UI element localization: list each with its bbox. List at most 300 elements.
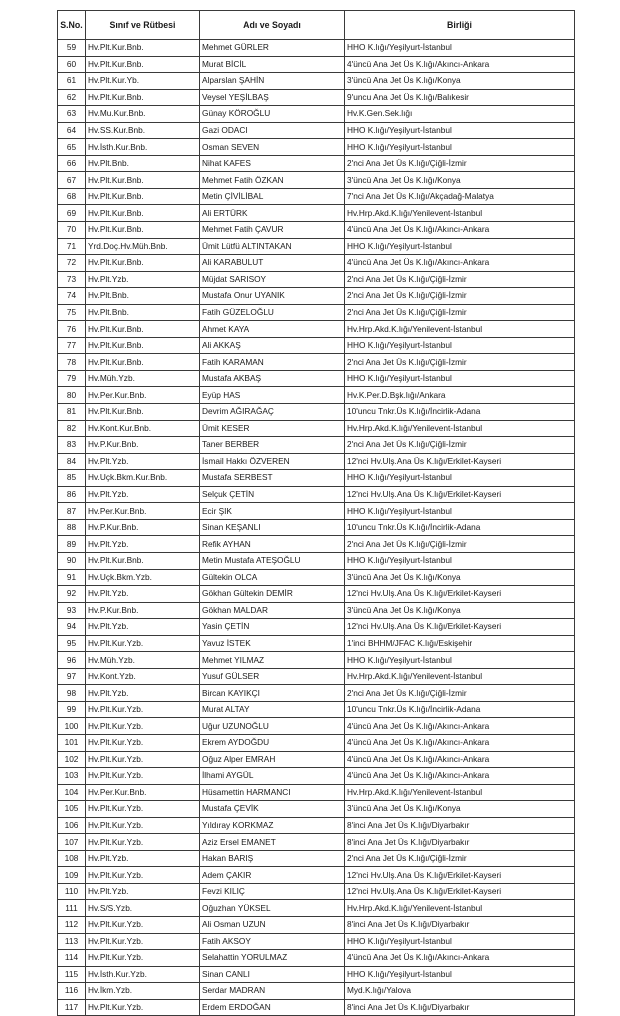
unit-cell: 12'nci Hv.Ulş.Ana Üs K.lığı/Erkilet-Kayseri	[345, 453, 575, 470]
name-cell: Mehmet Fatih ÖZKAN	[200, 172, 345, 189]
name-cell: Mehmet GÜRLER	[200, 40, 345, 57]
serial-number-cell: 103	[58, 768, 86, 785]
rank-cell: Hv.Plt.Yzb.	[86, 685, 200, 702]
rank-cell: Hv.Plt.Kur.Yzb.	[86, 999, 200, 1016]
serial-number-cell: 110	[58, 883, 86, 900]
table-row	[58, 536, 575, 553]
unit-cell: HHO K.lığı/Yeşilyurt-İstanbul	[345, 40, 575, 57]
name-cell: Eyüp HAS	[200, 387, 345, 404]
serial-number-cell: 76	[58, 321, 86, 338]
unit-cell: 9'uncu Ana Jet Üs K.lığı/Balıkesir	[345, 89, 575, 106]
name-cell: Ali KARABULUT	[200, 255, 345, 272]
rank-cell: Hv.Plt.Kur.Bnb.	[86, 321, 200, 338]
rank-cell: Hv.Per.Kur.Bnb.	[86, 503, 200, 520]
serial-number-cell: 68	[58, 188, 86, 205]
unit-cell: 2'nci Ana Jet Üs K.lığı/Çiğli-İzmir	[345, 536, 575, 553]
unit-cell: Hv.K.Per.D.Bşk.lığı/Ankara	[345, 387, 575, 404]
unit-cell: 12'nci Hv.Ulş.Ana Üs K.lığı/Erkilet-Kayseri	[345, 883, 575, 900]
table-row	[58, 205, 575, 222]
table-row	[58, 40, 575, 57]
rank-cell: Hv.Plt.Kur.Bnb.	[86, 337, 200, 354]
unit-cell: 4'üncü Ana Jet Üs K.lığı/Akıncı-Ankara	[345, 222, 575, 239]
table-row	[58, 453, 575, 470]
table-row	[58, 420, 575, 437]
table-row	[58, 172, 575, 189]
rank-cell: Hv.Uçk.Bkm.Kur.Bnb.	[86, 470, 200, 487]
serial-number-cell: 80	[58, 387, 86, 404]
name-cell: Metin Mustafa ATEŞOĞLU	[200, 552, 345, 569]
rank-cell: Hv.Plt.Kur.Yb.	[86, 73, 200, 90]
name-cell: Hüsamettin HARMANCI	[200, 784, 345, 801]
unit-cell: 3'üncü Ana Jet Üs K.lığı/Konya	[345, 801, 575, 818]
unit-cell: HHO K.lığı/Yeşilyurt-İstanbul	[345, 933, 575, 950]
table-row	[58, 784, 575, 801]
rank-cell: Hv.Müh.Yzb.	[86, 370, 200, 387]
serial-number-cell: 113	[58, 933, 86, 950]
unit-cell: HHO K.lığı/Yeşilyurt-İstanbul	[345, 503, 575, 520]
table-row	[58, 751, 575, 768]
rank-cell: Hv.Kont.Kur.Bnb.	[86, 420, 200, 437]
header-serial-number: S.No.	[58, 11, 86, 40]
name-cell: Devrim AĞIRAĞAÇ	[200, 404, 345, 421]
rank-cell: Hv.Plt.Kur.Bnb.	[86, 89, 200, 106]
name-cell: Fatih AKSOY	[200, 933, 345, 950]
unit-cell: HHO K.lığı/Yeşilyurt-İstanbul	[345, 238, 575, 255]
unit-cell: 2'nci Ana Jet Üs K.lığı/Çiğli-İzmir	[345, 155, 575, 172]
table-row	[58, 370, 575, 387]
table-row	[58, 966, 575, 983]
name-cell: Ali Osman UZUN	[200, 916, 345, 933]
unit-cell: HHO K.lığı/Yeşilyurt-İstanbul	[345, 966, 575, 983]
name-cell: Osman SEVEN	[200, 139, 345, 156]
name-cell: Selçuk ÇETİN	[200, 486, 345, 503]
rank-cell: Hv.Plt.Kur.Yzb.	[86, 950, 200, 967]
name-cell: Alparslan ŞAHİN	[200, 73, 345, 90]
rank-cell: Hv.Plt.Kur.Yzb.	[86, 635, 200, 652]
serial-number-cell: 82	[58, 420, 86, 437]
table-row	[58, 486, 575, 503]
unit-cell: HHO K.lığı/Yeşilyurt-İstanbul	[345, 652, 575, 669]
rank-cell: Hv.Plt.Kur.Bnb.	[86, 56, 200, 73]
serial-number-cell: 65	[58, 139, 86, 156]
table-row	[58, 255, 575, 272]
serial-number-cell: 105	[58, 801, 86, 818]
table-row	[58, 503, 575, 520]
unit-cell: 3'üncü Ana Jet Üs K.lığı/Konya	[345, 602, 575, 619]
rank-cell: Hv.Plt.Kur.Bnb.	[86, 404, 200, 421]
unit-cell: HHO K.lığı/Yeşilyurt-İstanbul	[345, 370, 575, 387]
name-cell: Metin ÇİVİLİBAL	[200, 188, 345, 205]
serial-number-cell: 89	[58, 536, 86, 553]
unit-cell: 12'nci Hv.Ulş.Ana Üs K.lığı/Erkilet-Kayseri	[345, 867, 575, 884]
unit-cell: 3'üncü Ana Jet Üs K.lığı/Konya	[345, 569, 575, 586]
name-cell: Ali AKKAŞ	[200, 337, 345, 354]
rank-cell: Hv.Müh.Yzb.	[86, 652, 200, 669]
name-cell: Oğuzhan YÜKSEL	[200, 900, 345, 917]
header-name-surname: Adı ve Soyadı	[200, 11, 345, 40]
serial-number-cell: 106	[58, 817, 86, 834]
table-row	[58, 734, 575, 751]
table-row	[58, 56, 575, 73]
name-cell: Taner BERBER	[200, 437, 345, 454]
unit-cell: 2'nci Ana Jet Üs K.lığı/Çiğli-İzmir	[345, 437, 575, 454]
name-cell: Gültekin OLCA	[200, 569, 345, 586]
table-row	[58, 354, 575, 371]
name-cell: Oğuz Alper EMRAH	[200, 751, 345, 768]
unit-cell: 2'nci Ana Jet Üs K.lığı/Çiğli-İzmir	[345, 850, 575, 867]
serial-number-cell: 112	[58, 916, 86, 933]
name-cell: İlhami AYGÜL	[200, 768, 345, 785]
serial-number-cell: 78	[58, 354, 86, 371]
table-row	[58, 89, 575, 106]
table-row	[58, 867, 575, 884]
rank-cell: Hv.Plt.Kur.Yzb.	[86, 867, 200, 884]
table-row	[58, 834, 575, 851]
header-class-and-rank: Sınıf ve Rütbesi	[86, 11, 200, 40]
serial-number-cell: 81	[58, 404, 86, 421]
table-row	[58, 271, 575, 288]
table-row	[58, 569, 575, 586]
serial-number-cell: 94	[58, 619, 86, 636]
rank-cell: Hv.Plt.Kur.Bnb.	[86, 172, 200, 189]
name-cell: Yıldıray KORKMAZ	[200, 817, 345, 834]
rank-cell: Hv.P.Kur.Bnb.	[86, 602, 200, 619]
table-row	[58, 139, 575, 156]
table-row	[58, 238, 575, 255]
serial-number-cell: 98	[58, 685, 86, 702]
serial-number-cell: 67	[58, 172, 86, 189]
name-cell: Mustafa ÇEVİK	[200, 801, 345, 818]
rank-cell: Hv.Plt.Kur.Bnb.	[86, 354, 200, 371]
table-row	[58, 122, 575, 139]
serial-number-cell: 97	[58, 668, 86, 685]
unit-cell: 12'nci Hv.Ulş.Ana Üs K.lığı/Erkilet-Kayseri	[345, 486, 575, 503]
table-row	[58, 718, 575, 735]
rank-cell: Hv.Plt.Kur.Yzb.	[86, 701, 200, 718]
serial-number-cell: 96	[58, 652, 86, 669]
serial-number-cell: 66	[58, 155, 86, 172]
rank-cell: Yrd.Doç.Hv.Müh.Bnb.	[86, 238, 200, 255]
serial-number-cell: 73	[58, 271, 86, 288]
serial-number-cell: 116	[58, 983, 86, 1000]
name-cell: Sinan KEŞANLI	[200, 519, 345, 536]
serial-number-cell: 101	[58, 734, 86, 751]
unit-cell: 3'üncü Ana Jet Üs K.lığı/Konya	[345, 172, 575, 189]
name-cell: Gökhan MALDAR	[200, 602, 345, 619]
rank-cell: Hv.Plt.Kur.Bnb.	[86, 188, 200, 205]
serial-number-cell: 115	[58, 966, 86, 983]
name-cell: Murat ALTAY	[200, 701, 345, 718]
header-row	[58, 11, 575, 40]
unit-cell: 4'üncü Ana Jet Üs K.lığı/Akıncı-Ankara	[345, 56, 575, 73]
serial-number-cell: 90	[58, 552, 86, 569]
table-row	[58, 288, 575, 305]
name-cell: Günay KÖROĞLU	[200, 106, 345, 123]
name-cell: Fatih GÜZELOĞLU	[200, 304, 345, 321]
serial-number-cell: 61	[58, 73, 86, 90]
table-row	[58, 850, 575, 867]
rank-cell: Hv.Per.Kur.Bnb.	[86, 387, 200, 404]
serial-number-cell: 79	[58, 370, 86, 387]
rank-cell: Hv.İsth.Kur.Bnb.	[86, 139, 200, 156]
rank-cell: Hv.Plt.Kur.Yzb.	[86, 718, 200, 735]
rank-cell: Hv.Plt.Yzb.	[86, 850, 200, 867]
rank-cell: Hv.Plt.Kur.Yzb.	[86, 916, 200, 933]
table-row	[58, 470, 575, 487]
rank-cell: Hv.Per.Kur.Bnb.	[86, 784, 200, 801]
name-cell: Mustafa Onur UYANIK	[200, 288, 345, 305]
serial-number-cell: 85	[58, 470, 86, 487]
rank-cell: Hv.Plt.Kur.Bnb.	[86, 222, 200, 239]
rank-cell: Hv.Plt.Kur.Bnb.	[86, 40, 200, 57]
rank-cell: Hv.Plt.Yzb.	[86, 486, 200, 503]
name-cell: Yusuf GÜLSER	[200, 668, 345, 685]
name-cell: Adem ÇAKIR	[200, 867, 345, 884]
unit-cell: 7'nci Ana Jet Üs K.lığı/Akçadağ-Malatya	[345, 188, 575, 205]
table-row	[58, 983, 575, 1000]
serial-number-cell: 70	[58, 222, 86, 239]
name-cell: Gazi ODACI	[200, 122, 345, 139]
table-row	[58, 404, 575, 421]
name-cell: Fatih KARAMAN	[200, 354, 345, 371]
serial-number-cell: 74	[58, 288, 86, 305]
unit-cell: 1'inci BHHM/JFAC K.lığı/Eskişehir	[345, 635, 575, 652]
serial-number-cell: 99	[58, 701, 86, 718]
rank-cell: Hv.Plt.Kur.Yzb.	[86, 768, 200, 785]
serial-number-cell: 109	[58, 867, 86, 884]
serial-number-cell: 69	[58, 205, 86, 222]
serial-number-cell: 111	[58, 900, 86, 917]
unit-cell: HHO K.lığı/Yeşilyurt-İstanbul	[345, 139, 575, 156]
serial-number-cell: 64	[58, 122, 86, 139]
name-cell: Mustafa SERBEST	[200, 470, 345, 487]
rank-cell: Hv.Plt.Yzb.	[86, 453, 200, 470]
name-cell: Erdem ERDOĞAN	[200, 999, 345, 1016]
unit-cell: 8'inci Ana Jet Üs K.lığı/Diyarbakır	[345, 999, 575, 1016]
unit-cell: HHO K.lığı/Yeşilyurt-İstanbul	[345, 122, 575, 139]
name-cell: Mehmet Fatih ÇAVUR	[200, 222, 345, 239]
table-row	[58, 701, 575, 718]
serial-number-cell: 114	[58, 950, 86, 967]
name-cell: Refik AYHAN	[200, 536, 345, 553]
serial-number-cell: 62	[58, 89, 86, 106]
unit-cell: 4'üncü Ana Jet Üs K.lığı/Akıncı-Ankara	[345, 255, 575, 272]
unit-cell: 10'uncu Tnkr.Üs K.lığı/İncirlik-Adana	[345, 404, 575, 421]
serial-number-cell: 77	[58, 337, 86, 354]
rank-cell: Hv.Uçk.Bkm.Yzb.	[86, 569, 200, 586]
rank-cell: Hv.Plt.Kur.Yzb.	[86, 801, 200, 818]
rank-cell: Hv.Plt.Kur.Bnb.	[86, 205, 200, 222]
unit-cell: 10'uncu Tnkr.Üs K.lığı/İncirlik-Adana	[345, 701, 575, 718]
name-cell: Nihat KAFES	[200, 155, 345, 172]
table-row	[58, 387, 575, 404]
table-row	[58, 900, 575, 917]
serial-number-cell: 72	[58, 255, 86, 272]
table-row	[58, 222, 575, 239]
name-cell: Uğur UZUNOĞLU	[200, 718, 345, 735]
name-cell: Ecir ŞIK	[200, 503, 345, 520]
rank-cell: Hv.Plt.Yzb.	[86, 536, 200, 553]
rank-cell: Hv.Plt.Kur.Yzb.	[86, 734, 200, 751]
rank-cell: Hv.Plt.Yzb.	[86, 586, 200, 603]
rank-cell: Hv.Plt.Kur.Bnb.	[86, 255, 200, 272]
serial-number-cell: 91	[58, 569, 86, 586]
table-row	[58, 916, 575, 933]
unit-cell: 8'inci Ana Jet Üs K.lığı/Diyarbakır	[345, 916, 575, 933]
rank-cell: Hv.İsth.Kur.Yzb.	[86, 966, 200, 983]
rank-cell: Hv.Mu.Kur.Bnb.	[86, 106, 200, 123]
unit-cell: HHO K.lığı/Yeşilyurt-İstanbul	[345, 337, 575, 354]
unit-cell: 2'nci Ana Jet Üs K.lığı/Çiğli-İzmir	[345, 271, 575, 288]
unit-cell: Hv.Hrp.Akd.K.lığı/Yenilevent-İstanbul	[345, 205, 575, 222]
unit-cell: 2'nci Ana Jet Üs K.lığı/Çiğli-İzmir	[345, 354, 575, 371]
serial-number-cell: 92	[58, 586, 86, 603]
rank-cell: Hv.Kont.Yzb.	[86, 668, 200, 685]
unit-cell: 4'üncü Ana Jet Üs K.lığı/Akıncı-Ankara	[345, 734, 575, 751]
rank-cell: Hv.Plt.Yzb.	[86, 271, 200, 288]
serial-number-cell: 117	[58, 999, 86, 1016]
unit-cell: HHO K.lığı/Yeşilyurt-İstanbul	[345, 552, 575, 569]
unit-cell: Hv.Hrp.Akd.K.lığı/Yenilevent-İstanbul	[345, 321, 575, 338]
name-cell: Hakan BARIŞ	[200, 850, 345, 867]
rank-cell: Hv.Plt.Bnb.	[86, 304, 200, 321]
table-row	[58, 337, 575, 354]
table-row	[58, 817, 575, 834]
serial-number-cell: 95	[58, 635, 86, 652]
unit-cell: Hv.Hrp.Akd.K.lığı/Yenilevent-İstanbul	[345, 784, 575, 801]
serial-number-cell: 107	[58, 834, 86, 851]
table-row	[58, 188, 575, 205]
table-row	[58, 652, 575, 669]
table-row	[58, 437, 575, 454]
table-row	[58, 768, 575, 785]
name-cell: Veysel YEŞİLBAŞ	[200, 89, 345, 106]
name-cell: Müjdat SARISOY	[200, 271, 345, 288]
table-row	[58, 668, 575, 685]
table-row	[58, 933, 575, 950]
unit-cell: 3'üncü Ana Jet Üs K.lığı/Konya	[345, 73, 575, 90]
serial-number-cell: 59	[58, 40, 86, 57]
rank-cell: Hv.S/S.Yzb.	[86, 900, 200, 917]
name-cell: Gökhan Gültekin DEMİR	[200, 586, 345, 603]
unit-cell: Hv.Hrp.Akd.K.lığı/Yenilevent-İstanbul	[345, 420, 575, 437]
table-row	[58, 552, 575, 569]
table-body	[58, 40, 575, 1016]
rank-cell: Hv.Plt.Kur.Yzb.	[86, 933, 200, 950]
serial-number-cell: 63	[58, 106, 86, 123]
name-cell: Ekrem AYDOĞDU	[200, 734, 345, 751]
rank-cell: Hv.Plt.Kur.Bnb.	[86, 552, 200, 569]
serial-number-cell: 93	[58, 602, 86, 619]
rank-cell: Hv.Plt.Kur.Yzb.	[86, 751, 200, 768]
name-cell: Yavuz İSTEK	[200, 635, 345, 652]
serial-number-cell: 84	[58, 453, 86, 470]
table-row	[58, 999, 575, 1016]
table-row	[58, 519, 575, 536]
table-row	[58, 685, 575, 702]
unit-cell: 2'nci Ana Jet Üs K.lığı/Çiğli-İzmir	[345, 304, 575, 321]
serial-number-cell: 104	[58, 784, 86, 801]
table-row	[58, 602, 575, 619]
serial-number-cell: 75	[58, 304, 86, 321]
unit-cell: 4'üncü Ana Jet Üs K.lığı/Akıncı-Ankara	[345, 768, 575, 785]
serial-number-cell: 71	[58, 238, 86, 255]
serial-number-cell: 87	[58, 503, 86, 520]
table-row	[58, 883, 575, 900]
table-row	[58, 619, 575, 636]
rank-cell: Hv.Plt.Kur.Yzb.	[86, 834, 200, 851]
unit-cell: 2'nci Ana Jet Üs K.lığı/Çiğli-İzmir	[345, 685, 575, 702]
unit-cell: 12'nci Hv.Ulş.Ana Üs K.lığı/Erkilet-Kayseri	[345, 619, 575, 636]
name-cell: Ümit KESER	[200, 420, 345, 437]
rank-cell: Hv.Plt.Yzb.	[86, 883, 200, 900]
table-row	[58, 801, 575, 818]
unit-cell: 2'nci Ana Jet Üs K.lığı/Çiğli-İzmir	[345, 288, 575, 305]
unit-cell: HHO K.lığı/Yeşilyurt-İstanbul	[345, 470, 575, 487]
table-row	[58, 950, 575, 967]
name-cell: Mehmet YILMAZ	[200, 652, 345, 669]
rank-cell: Hv.SS.Kur.Bnb.	[86, 122, 200, 139]
name-cell: Fevzi KILIÇ	[200, 883, 345, 900]
unit-cell: 4'üncü Ana Jet Üs K.lığı/Akıncı-Ankara	[345, 751, 575, 768]
unit-cell: 4'üncü Ana Jet Üs K.lığı/Akıncı-Ankara	[345, 718, 575, 735]
serial-number-cell: 60	[58, 56, 86, 73]
unit-cell: 10'uncu Tnkr.Üs K.lığı/İncirlik-Adana	[345, 519, 575, 536]
rank-cell: Hv.Plt.Yzb.	[86, 619, 200, 636]
name-cell: İsmail Hakkı ÖZVEREN	[200, 453, 345, 470]
rank-cell: Hv.Plt.Bnb.	[86, 288, 200, 305]
serial-number-cell: 86	[58, 486, 86, 503]
name-cell: Murat BİCİL	[200, 56, 345, 73]
unit-cell: Hv.K.Gen.Sek.lığı	[345, 106, 575, 123]
unit-cell: 8'inci Ana Jet Üs K.lığı/Diyarbakır	[345, 834, 575, 851]
name-cell: Bircan KAYIKÇI	[200, 685, 345, 702]
serial-number-cell: 100	[58, 718, 86, 735]
name-cell: Sinan CANLI	[200, 966, 345, 983]
table-row	[58, 586, 575, 603]
table-header	[58, 11, 575, 40]
unit-cell: 8'inci Ana Jet Üs K.lığı/Diyarbakır	[345, 817, 575, 834]
name-cell: Ali ERTÜRK	[200, 205, 345, 222]
unit-cell: 4'üncü Ana Jet Üs K.lığı/Akıncı-Ankara	[345, 950, 575, 967]
table-row	[58, 321, 575, 338]
serial-number-cell: 102	[58, 751, 86, 768]
table-row	[58, 106, 575, 123]
serial-number-cell: 83	[58, 437, 86, 454]
rank-cell: Hv.P.Kur.Bnb.	[86, 437, 200, 454]
rank-cell: Hv.P.Kur.Bnb.	[86, 519, 200, 536]
unit-cell: Hv.Hrp.Akd.K.lığı/Yenilevent-İstanbul	[345, 668, 575, 685]
name-cell: Ahmet KAYA	[200, 321, 345, 338]
table-row	[58, 155, 575, 172]
name-cell: Selahattin YORULMAZ	[200, 950, 345, 967]
name-cell: Mustafa AKBAŞ	[200, 370, 345, 387]
personnel-table	[57, 10, 575, 1016]
unit-cell: 12'nci Hv.Ulş.Ana Üs K.lığı/Erkilet-Kayseri	[345, 586, 575, 603]
name-cell: Serdar MADRAN	[200, 983, 345, 1000]
table-row	[58, 73, 575, 90]
table-row	[58, 635, 575, 652]
rank-cell: Hv.Plt.Bnb.	[86, 155, 200, 172]
header-unit: Birliği	[345, 11, 575, 40]
name-cell: Ümit Lütfü ALTINTAKAN	[200, 238, 345, 255]
rank-cell: Hv.İkm.Yzb.	[86, 983, 200, 1000]
serial-number-cell: 108	[58, 850, 86, 867]
serial-number-cell: 88	[58, 519, 86, 536]
rank-cell: Hv.Plt.Kur.Yzb.	[86, 817, 200, 834]
name-cell: Aziz Ersel EMANET	[200, 834, 345, 851]
unit-cell: Myd.K.lığı/Yalova	[345, 983, 575, 1000]
